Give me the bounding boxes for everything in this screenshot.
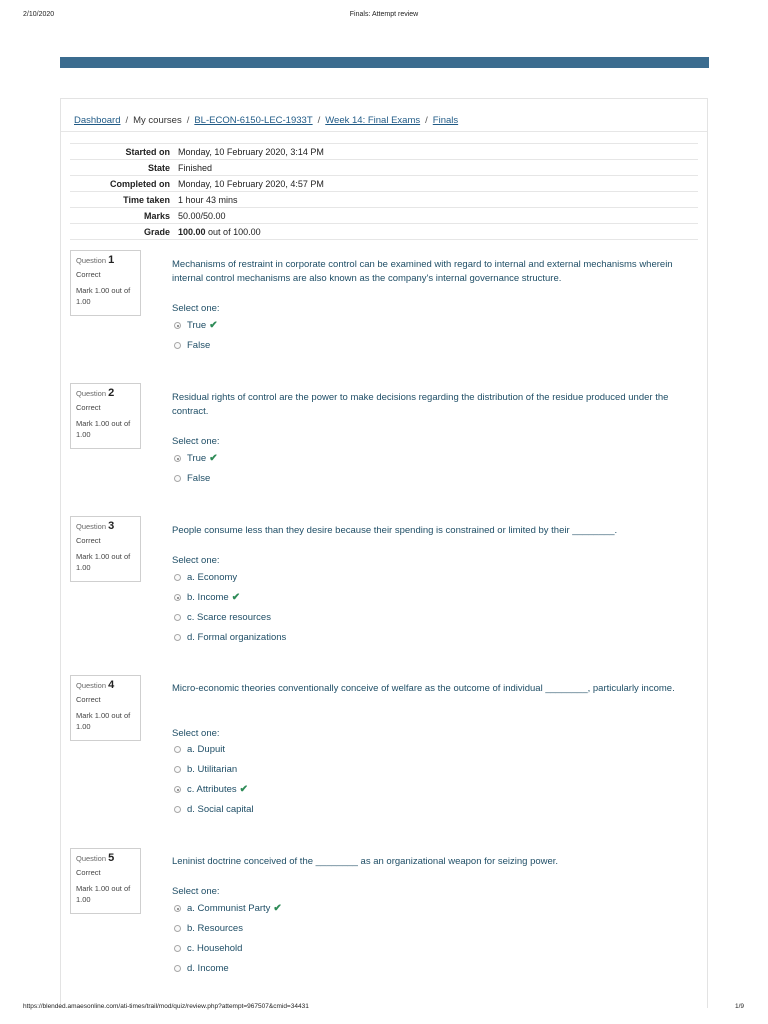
summary-row-started [70, 144, 698, 160]
answer-option-label: b. Utilitarian [187, 764, 238, 775]
question-text-3: People consume less than they desire because their spending is constrained or limited by their ________. [172, 525, 618, 536]
correct-check-icon: ✔ [209, 320, 218, 331]
site-header-bar [60, 57, 709, 68]
correct-check-icon: ✔ [231, 592, 241, 603]
answer-option[interactable] [174, 612, 271, 623]
question-mark: Mark 1.00 out of 1.00 [76, 286, 131, 306]
summary-row-time [70, 192, 698, 208]
question-info-5 [70, 848, 141, 914]
print-page-number: 1/9 [734, 1003, 744, 1010]
answer-option[interactable] [174, 804, 254, 815]
select-one-label: Select one: [172, 436, 220, 447]
question-info-1 [70, 250, 141, 316]
breadcrumb-separator: / [125, 115, 129, 126]
question-mark: Mark 1.00 out of 1.00 [76, 419, 131, 439]
radio-checked-icon[interactable] [174, 594, 181, 601]
question-mark: Mark 1.00 out of 1.00 [76, 884, 131, 904]
radio-icon[interactable] [174, 342, 181, 349]
grade-out-of: out of 100.00 [208, 226, 261, 237]
question-state: Correct [76, 695, 101, 704]
print-header [0, 11, 768, 23]
marks-value: 50.00/50.00 [178, 210, 226, 221]
answer-option-label: a. Dupuit [187, 744, 226, 755]
breadcrumb-week-link[interactable]: Week 14: Final Exams [325, 115, 421, 126]
answer-option[interactable] [174, 320, 218, 331]
question-info-4 [70, 675, 141, 741]
answer-option-label: d. Formal organizations [187, 632, 287, 643]
answer-option-label: c. Scarce resources [187, 612, 271, 623]
print-footer [0, 1003, 768, 1013]
breadcrumb-divider [61, 131, 707, 132]
correct-check-icon: ✔ [273, 903, 282, 914]
question-text-1: Mechanisms of restraint in corporate control can be examined with regard to internal and external mechanisms wherein internal control mechanisms are also known as the company's internal governance structure. [172, 259, 673, 284]
answer-option[interactable] [174, 340, 210, 351]
radio-icon[interactable] [174, 965, 181, 972]
question-number: 2 [108, 387, 115, 399]
answer-option-label: c. Household [187, 943, 243, 954]
radio-icon[interactable] [174, 746, 181, 753]
question-label: Question [76, 389, 107, 398]
marks-label: Marks [143, 210, 170, 221]
question-label: Question [76, 681, 107, 690]
question-number: 5 [108, 852, 115, 864]
radio-checked-icon[interactable] [174, 322, 181, 329]
summary-row-state [70, 160, 698, 176]
question-mark: Mark 1.00 out of 1.00 [76, 552, 131, 572]
question-state: Correct [76, 536, 101, 545]
breadcrumb-separator: / [425, 115, 428, 126]
answer-option[interactable] [174, 784, 248, 795]
question-mark: Mark 1.00 out of 1.00 [76, 711, 131, 731]
radio-icon[interactable] [174, 925, 181, 932]
question-label: Question [76, 522, 107, 531]
question-text-4: Micro-economic theories conventionally conceive of welfare as the outcome of individual ________, particularly income. [172, 683, 675, 694]
select-one-label: Select one: [172, 555, 220, 566]
answer-option-label: c. Attributes [187, 784, 237, 795]
breadcrumb [74, 115, 458, 126]
radio-icon[interactable] [174, 634, 181, 641]
radio-checked-icon[interactable] [174, 786, 181, 793]
answer-option-label: False [187, 340, 211, 351]
grade-label: Grade [143, 226, 170, 237]
radio-icon[interactable] [174, 475, 181, 482]
question-state: Correct [76, 868, 101, 877]
question-info-2 [70, 383, 141, 449]
summary-row-completed [70, 176, 698, 192]
question-text-2: Residual rights of control are the power to make decisions regarding the distribution of the residue produced under the contract. [172, 392, 669, 417]
answer-option-label: True [187, 453, 207, 464]
answer-option[interactable] [174, 592, 240, 603]
answer-option[interactable] [174, 903, 282, 914]
radio-icon[interactable] [174, 574, 181, 581]
grade-score: 100.00 [178, 226, 206, 237]
radio-icon[interactable] [174, 945, 181, 952]
answer-option[interactable] [174, 744, 225, 755]
breadcrumb-course-link[interactable]: BL-ECON-6150-LEC-1933T [194, 115, 313, 126]
answer-option[interactable] [174, 764, 237, 775]
answer-option[interactable] [174, 923, 243, 934]
answer-option-label: d. Social capital [187, 804, 254, 815]
question-number: 1 [108, 254, 115, 266]
print-date: 2/10/2020 [23, 11, 55, 18]
state-label: State [147, 162, 170, 173]
breadcrumb-separator: / [186, 115, 190, 126]
completed-on-label: Completed on [110, 178, 170, 189]
answer-option-label: a. Communist Party [187, 903, 271, 914]
grade-value [175, 224, 698, 240]
select-one-label: Select one: [172, 728, 220, 739]
question-state: Correct [76, 403, 101, 412]
correct-check-icon: ✔ [209, 453, 218, 464]
answer-option-label: b. Income [187, 592, 229, 603]
attempt-summary-table [70, 143, 698, 240]
print-title: Finals: Attempt review [349, 11, 419, 18]
answer-option-label: b. Resources [187, 923, 243, 934]
answer-option-label: True [187, 320, 207, 331]
select-one-label: Select one: [172, 303, 220, 314]
started-on-value: Monday, 10 February 2020, 3:14 PM [178, 146, 324, 157]
breadcrumb-separator: / [317, 115, 321, 126]
answer-option[interactable] [174, 473, 210, 484]
question-info-3 [70, 516, 141, 582]
completed-on-value: Monday, 10 February 2020, 4:57 PM [178, 178, 324, 189]
radio-icon[interactable] [174, 806, 181, 813]
answer-option[interactable] [174, 963, 229, 974]
answer-option-label: d. Income [187, 963, 229, 974]
breadcrumb-dashboard-link[interactable]: Dashboard [74, 115, 121, 126]
radio-checked-icon[interactable] [174, 905, 181, 912]
radio-checked-icon[interactable] [174, 455, 181, 462]
question-label: Question [76, 256, 107, 265]
breadcrumb-my-courses: My courses [133, 115, 182, 126]
radio-icon[interactable] [174, 614, 181, 621]
answer-option[interactable] [174, 453, 218, 464]
state-value: Finished [178, 162, 213, 173]
answer-option-label: a. Economy [187, 572, 238, 583]
time-taken-value: 1 hour 43 mins [178, 194, 238, 205]
question-state: Correct [76, 270, 101, 279]
question-text-5: Leninist doctrine conceived of the ________ as an organizational weapon for seizing power. [172, 856, 559, 867]
answer-option[interactable] [174, 572, 237, 583]
breadcrumb-quiz-link[interactable]: Finals [432, 115, 459, 126]
question-number: 3 [108, 520, 115, 532]
answer-option[interactable] [174, 943, 242, 954]
summary-row-marks [70, 208, 698, 224]
select-one-label: Select one: [172, 886, 220, 897]
print-url: https://blended.amaesonline.com/ati-times/trail/mod/quiz/review.php?attempt=967507&cmid=34431 [23, 1003, 309, 1010]
question-number: 4 [108, 679, 115, 691]
answer-option-label: False [187, 473, 211, 484]
summary-row-grade [70, 224, 698, 240]
question-label: Question [76, 854, 107, 863]
correct-check-icon: ✔ [239, 784, 249, 795]
started-on-label: Started on [125, 146, 170, 157]
answer-option[interactable] [174, 632, 286, 643]
time-taken-label: Time taken [123, 194, 170, 205]
radio-icon[interactable] [174, 766, 181, 773]
